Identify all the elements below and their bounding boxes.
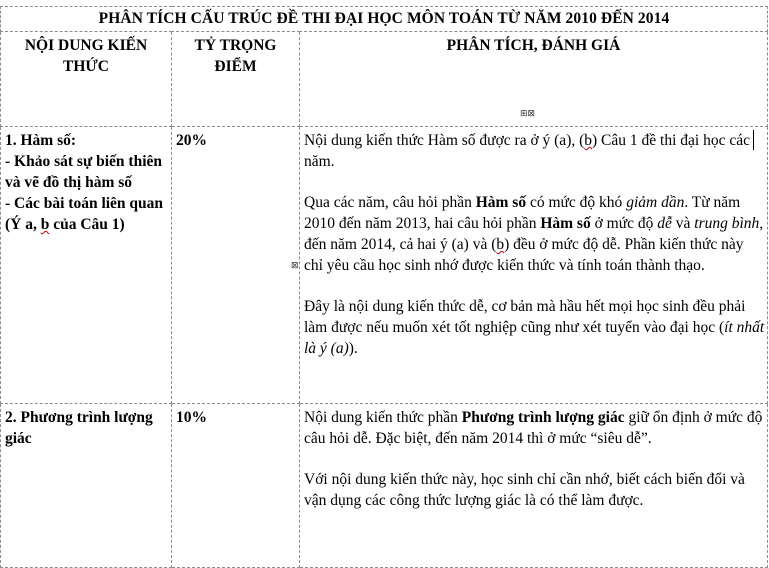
text-cursor	[753, 130, 754, 150]
row1-paragraph: Đây là nội dung kiến thức dễ, cơ bản mà hầu hết mọi học sinh đều phải làm được nếu muốn xét tốt nghiệp cũng như xét tuyển vào đại học (ít nhất là ý (a)).	[304, 298, 765, 357]
row2-content-cell[interactable]: 2. Phương trình lượng giác	[1, 404, 172, 568]
row1-weight-cell[interactable]: 20%	[172, 127, 300, 404]
row2-paragraph: Với nội dung kiến thức này, học sinh chỉ cần nhớ, biết cách biến đổi và vận dụng các công thức lượng giác là có thể làm được.	[304, 471, 745, 509]
header-analysis[interactable]: PHÂN TÍCH, ĐÁNH GIÁ	[300, 32, 768, 127]
title-row	[1, 7, 768, 32]
row1-analysis-cell[interactable]	[300, 127, 768, 404]
header-row	[1, 32, 768, 127]
analysis-table	[0, 6, 768, 568]
row1-content-cell[interactable]	[1, 127, 172, 404]
row-move-handle-icon[interactable]: ⊠	[291, 261, 299, 271]
table-row	[1, 127, 768, 404]
header-content[interactable]: NỘI DUNG KIẾN THỨC	[1, 32, 172, 127]
table-row	[1, 404, 768, 568]
row1-content-line: - Khảo sát sự biến thiên và vẽ đồ thị hàm số	[5, 153, 163, 191]
table-title[interactable]: PHÂN TÍCH CẤU TRÚC ĐỀ THI ĐẠI HỌC MÔN TOÁN TỪ NĂM 2010 ĐẾN 2014	[1, 7, 768, 32]
row1-paragraph: Qua các năm, câu hỏi phần Hàm số có mức độ khó giảm dần. Từ năm 2010 đến năm 2013, hai câu hỏi phần Hàm số ở mức độ dễ và trung bình, đến năm 2014, cả hai ý (a) và (b) đều ở mức độ dễ. Phần kiến thức này chỉ yêu cầu học sinh nhớ được kiến thức và tính toán thành thạo.	[304, 194, 764, 274]
row1-content-line: - Các bài toán liên quan	[5, 195, 164, 212]
row1-paragraph: Nội dung kiến thức Hàm số được ra ở ý (a), (b) Câu 1 đề thi đại học các năm.	[304, 132, 750, 170]
row2-weight-cell[interactable]: 10%	[172, 404, 300, 568]
table-move-handle-icon[interactable]: ⊞⊠	[520, 109, 536, 119]
row2-paragraph: Nội dung kiến thức phần Phương trình lượng giác giữ ổn định ở mức độ câu hỏi dễ. Đặc biệt, đến năm 2014 thì ở mức “siêu dễ”.	[304, 409, 763, 447]
header-weight[interactable]: TỶ TRỌNG ĐIỂM	[172, 32, 300, 127]
row1-content-title: 1. Hàm số:	[5, 132, 77, 149]
row2-analysis-cell[interactable]	[300, 404, 768, 568]
row1-content-note: (Ý a, b của Câu 1)	[5, 216, 125, 233]
